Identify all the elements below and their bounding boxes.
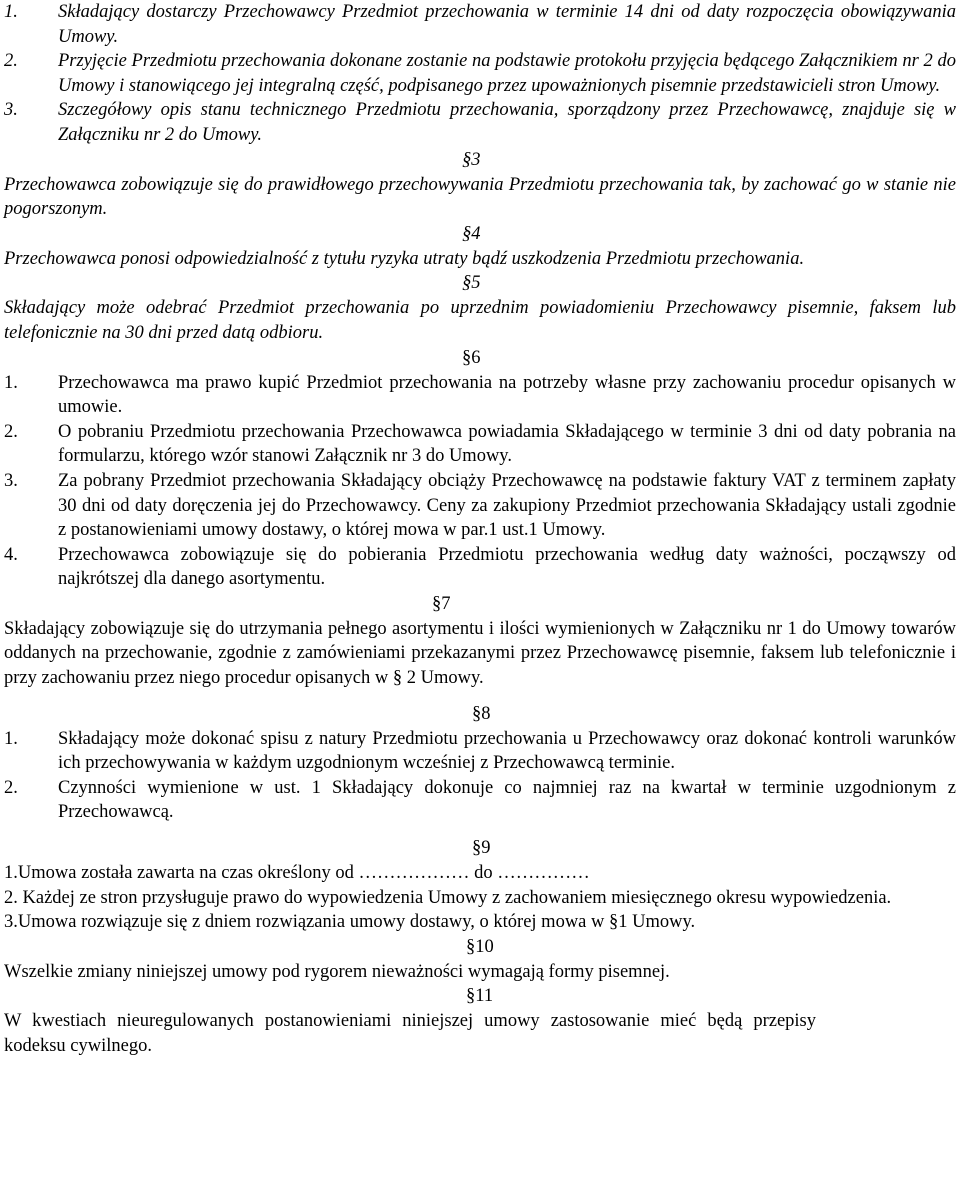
section-4-text: Przechowawca ponosi odpowiedzialność z tytułu ryzyka utraty bądź uszkodzenia Przedmiotu przechowania.: [4, 248, 805, 269]
item-number: 2.: [4, 421, 18, 442]
intro-list: [4, 0, 956, 148]
item-text: Przechowawca ma prawo kupić Przedmiot przechowania na potrzeby własne przy zachowaniu procedur opisanych w umowie.: [58, 372, 956, 418]
item-text: O pobraniu Przedmiotu przechowania Przechowawca powiadamia Składającego w terminie 3 dni od daty pobrania na formularzu, którego wzór stanowi Załącznik nr 3 do Umowy.: [58, 421, 956, 467]
list-item: [4, 0, 956, 49]
section-heading-4: §4: [462, 223, 481, 244]
item-text: Za pobrany Przedmiot przechowania Składający obciąży Przechowawcę na podstawie faktury VAT z terminem zapłaty 30 dni od daty doręczenia jej do Przechowawcy. Ceny za zakupiony Przedmiot przechowania Składający ustali zgodnie z postanowieniami umowy dostawy, o której mowa w par.1 ust.1 Umowy.: [58, 470, 956, 541]
section-9-line-1: 1.Umowa została zawarta na czas określony od ……………… do ……………: [4, 863, 590, 884]
item-number: 3.: [4, 470, 18, 491]
section-heading-5: §5: [462, 273, 481, 294]
item-number: 1.: [4, 728, 18, 749]
section-heading-9: §9: [472, 838, 491, 859]
item-text: Przyjęcie Przedmiotu przechowania dokonane zostanie na podstawie protokołu przyjęcia będącego Załącznikiem nr 2 do Umowy i stanowiącego jej integralną część, podpisanego przez upoważnionych pisemnie przedstawicieli stron Umowy.: [58, 51, 956, 96]
section-11-text: W kwestiach nieuregulowanych postanowieniami niniejszej umowy zastosowanie mieć będą przepisy kodeksu cywilnego.: [4, 1011, 816, 1056]
section-6-list: [4, 371, 956, 592]
item-number: 3.: [4, 100, 18, 121]
list-item: [4, 469, 956, 543]
item-text: Składający może dokonać spisu z natury Przedmiotu przechowania u Przechowawcy oraz dokonać kontroli warunków ich przechowywania w każdym uzgodnionym wcześniej z Przechowawcą terminie.: [58, 728, 956, 774]
item-text: Składający dostarczy Przechowawcy Przedmiot przechowania w terminie 14 dni od daty rozpoczęcia obowiązywania Umowy.: [58, 2, 956, 47]
section-3-text: Przechowawca zobowiązuje się do prawidłowego przechowywania Przedmiotu przechowania tak, by zachować go w stanie nie pogorszonym.: [4, 174, 956, 220]
section-heading-3: §3: [462, 149, 481, 170]
list-item: [4, 371, 956, 420]
section-9-lines: [4, 861, 956, 935]
item-number: 1.: [4, 372, 18, 393]
section-7-text: Składający zobowiązuje się do utrzymania pełnego asortymentu i ilości wymienionych w Załączniku nr 1 do Umowy towarów oddanych na przechowanie, zgodnie z zamówieniami przekazanymi przez Przechowawcę pisemnie, faksem lub telefonicznie i przy zachowaniu przez niego procedur opisanych w § 2 Umowy.: [4, 618, 956, 689]
item-number: 4.: [4, 544, 18, 565]
item-text: Czynności wymienione w ust. 1 Składający dokonuje co najmniej raz na kwartał w terminie uzgodnionym z Przechowawcą.: [58, 777, 956, 823]
list-item: [4, 776, 956, 825]
list-item: [4, 420, 956, 469]
section-heading-8: §8: [472, 703, 491, 724]
section-8-list: [4, 727, 956, 825]
section-heading-10: §10: [466, 936, 494, 957]
section-heading-6: §6: [462, 347, 481, 368]
item-number: 1.: [4, 2, 18, 22]
section-5-text: Składający może odebrać Przedmiot przechowania po uprzednim powiadomieniu Przechowawcy pisemnie, faksem lub telefonicznie na 30 dni przed datą odbioru.: [4, 298, 956, 343]
section-heading-11: §11: [466, 986, 494, 1007]
list-item: [4, 98, 956, 147]
item-number: 2.: [4, 777, 18, 798]
item-text: Szczegółowy opis stanu technicznego Przedmiotu przechowania, sporządzony przez Przechowawcę, znajduje się w Załączniku nr 2 do Umowy.: [58, 100, 956, 145]
section-10-text: Wszelkie zmiany niniejszej umowy pod rygorem nieważności wymagają formy pisemnej.: [4, 961, 670, 982]
list-item: [4, 727, 956, 776]
section-heading-7: §7: [432, 593, 451, 614]
section-9-line-3: 3.Umowa rozwiązuje się z dniem rozwiązania umowy dostawy, o której mowa w §1 Umowy.: [4, 912, 696, 933]
section-9-line-2: 2. Każdej ze stron przysługuje prawo do wypowiedzenia Umowy z zachowaniem miesięcznego okresu wypowiedzenia.: [4, 887, 892, 908]
item-number: 2.: [4, 51, 18, 72]
list-item: [4, 49, 956, 98]
item-text: Przechowawca zobowiązuje się do pobierania Przedmiotu przechowania według daty ważności, począwszy od najkrótszej dla danego asortymentu.: [58, 544, 956, 590]
list-item: [4, 543, 956, 592]
